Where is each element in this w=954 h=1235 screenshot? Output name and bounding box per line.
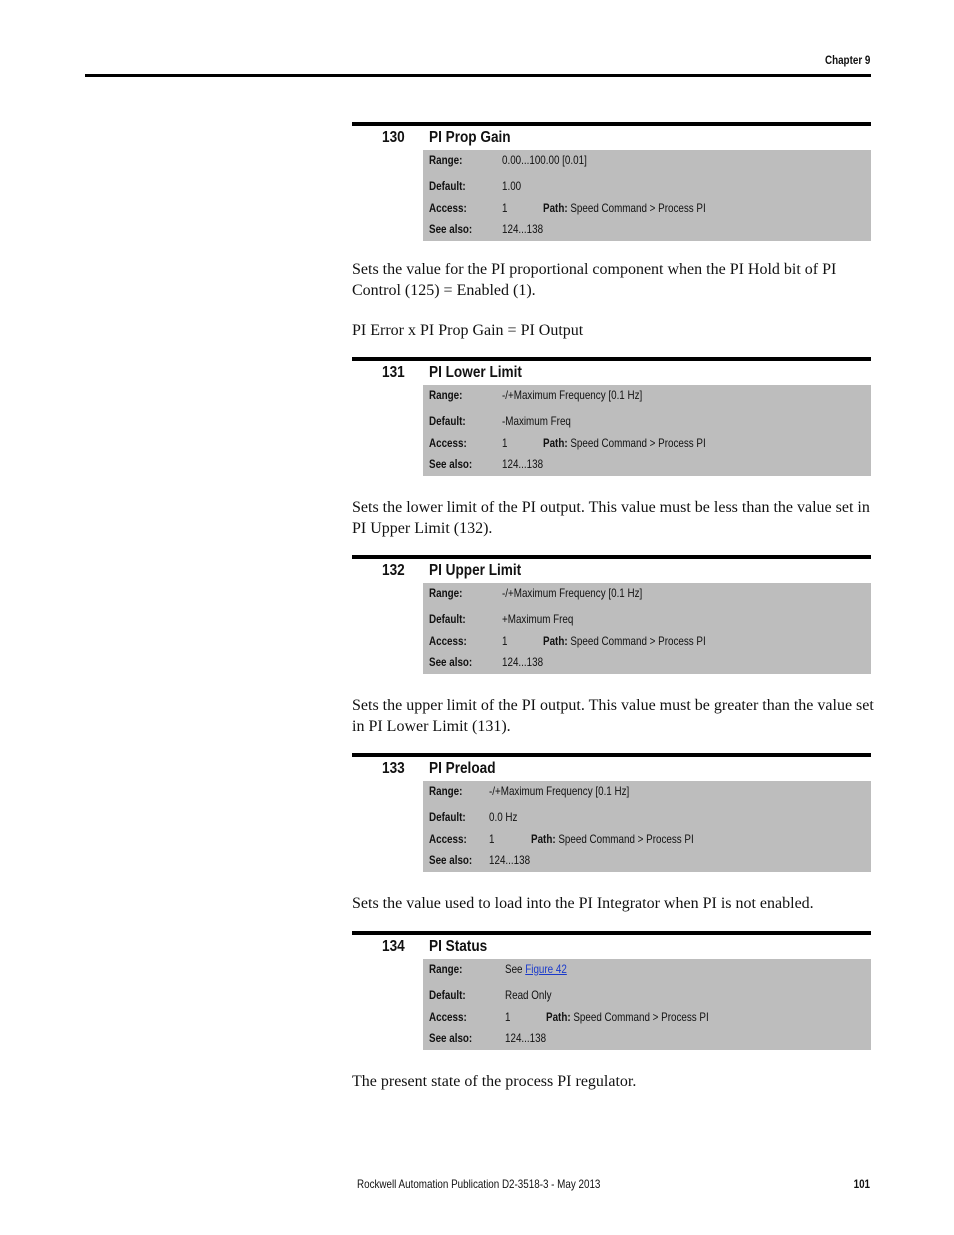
param-info-box — [423, 385, 871, 476]
param-info-box — [423, 781, 871, 872]
default-label: Default: — [429, 179, 466, 193]
range-value: 0.00...100.00 [0.01] — [502, 153, 587, 167]
param-130 — [352, 122, 871, 241]
see-also-label: See also: — [429, 222, 473, 236]
param-131-description: Sets the lower limit of the PI output. This value must be less than the value set in PI Upper Limit (132). — [352, 499, 870, 537]
see-also-label: See also: — [429, 457, 473, 471]
chapter-label: Chapter 9 — [824, 53, 870, 67]
param-133 — [352, 753, 871, 872]
see-also-value: 124...138 — [502, 222, 544, 236]
figure-42-link[interactable]: Figure 42 — [525, 962, 567, 976]
access-value: 1 — [502, 634, 508, 648]
page-number: 101 — [853, 1177, 870, 1191]
param-name: PI Preload — [429, 760, 496, 777]
access-value: 1 — [502, 201, 508, 215]
param-number: 132 — [382, 562, 405, 579]
range-label: Range: — [429, 586, 463, 600]
path-value — [543, 436, 706, 450]
param-heading — [352, 935, 871, 959]
param-heading — [352, 126, 871, 150]
default-value: +Maximum Freq — [502, 612, 574, 626]
param-info-box — [423, 959, 871, 1050]
access-label: Access: — [429, 832, 467, 846]
param-131 — [352, 357, 871, 476]
param-132 — [352, 555, 871, 674]
see-also-label: See also: — [429, 1031, 473, 1045]
footer-publication: Rockwell Automation Publication D2-3518-3 - May 2013 — [357, 1177, 601, 1191]
path-text: Speed Command > Process PI — [570, 201, 706, 215]
see-also-label: See also: — [429, 853, 473, 867]
path-value — [531, 832, 694, 846]
param-heading — [352, 361, 871, 385]
param-130-formula: PI Error x PI Prop Gain = PI Output — [352, 322, 584, 339]
access-value: 1 — [489, 832, 495, 846]
default-value: Read Only — [505, 988, 552, 1002]
param-132-description: Sets the upper limit of the PI output. This value must be greater than the value set in PI Lower Limit (131). — [352, 697, 874, 735]
path-value — [543, 634, 706, 648]
range-label: Range: — [429, 962, 463, 976]
range-label: Range: — [429, 388, 463, 402]
param-number: 130 — [382, 129, 405, 146]
param-name: PI Lower Limit — [429, 364, 522, 381]
param-info-box — [423, 583, 871, 674]
path-value — [543, 201, 706, 215]
path-value — [546, 1010, 709, 1024]
path-label: Path: — [546, 1010, 571, 1024]
param-134 — [352, 931, 871, 1050]
access-label: Access: — [429, 1010, 467, 1024]
path-text: Speed Command > Process PI — [573, 1010, 709, 1024]
param-name: PI Status — [429, 938, 488, 955]
access-label: Access: — [429, 634, 467, 648]
see-also-value: 124...138 — [502, 655, 544, 669]
default-label: Default: — [429, 810, 466, 824]
access-label: Access: — [429, 436, 467, 450]
param-number: 133 — [382, 760, 405, 777]
param-name: PI Prop Gain — [429, 129, 511, 146]
see-also-value: 124...138 — [505, 1031, 547, 1045]
range-value: -/+Maximum Frequency [0.1 Hz] — [502, 586, 643, 600]
path-text: Speed Command > Process PI — [570, 436, 706, 450]
path-label: Path: — [543, 201, 568, 215]
see-also-value: 124...138 — [502, 457, 544, 471]
default-label: Default: — [429, 988, 466, 1002]
default-value: 0.0 Hz — [489, 810, 518, 824]
default-label: Default: — [429, 612, 466, 626]
range-prefix: See — [505, 962, 526, 976]
path-text: Speed Command > Process PI — [558, 832, 694, 846]
param-info-box — [423, 150, 871, 241]
param-heading — [352, 559, 871, 583]
param-number: 134 — [382, 938, 405, 955]
access-value: 1 — [502, 436, 508, 450]
param-130-description: Sets the value for the PI proportional component when the PI Hold bit of PI Control (125) = Enabled (1). — [352, 261, 837, 299]
access-value: 1 — [505, 1010, 511, 1024]
param-name: PI Upper Limit — [429, 562, 522, 579]
header-rule — [85, 74, 871, 77]
access-label: Access: — [429, 201, 467, 215]
range-label: Range: — [429, 153, 463, 167]
range-value: -/+Maximum Frequency [0.1 Hz] — [502, 388, 643, 402]
param-number: 131 — [382, 364, 405, 381]
see-also-value: 124...138 — [489, 853, 531, 867]
default-label: Default: — [429, 414, 466, 428]
see-also-label: See also: — [429, 655, 473, 669]
path-label: Path: — [531, 832, 556, 846]
param-133-description: Sets the value used to load into the PI Integrator when PI is not enabled. — [352, 895, 814, 912]
param-heading — [352, 757, 871, 781]
default-value: -Maximum Freq — [502, 414, 571, 428]
range-value — [505, 962, 567, 976]
range-label: Range: — [429, 784, 463, 798]
param-134-description: The present state of the process PI regulator. — [352, 1073, 637, 1090]
path-text: Speed Command > Process PI — [570, 634, 706, 648]
path-label: Path: — [543, 634, 568, 648]
range-value: -/+Maximum Frequency [0.1 Hz] — [489, 784, 630, 798]
path-label: Path: — [543, 436, 568, 450]
default-value: 1.00 — [502, 179, 522, 193]
